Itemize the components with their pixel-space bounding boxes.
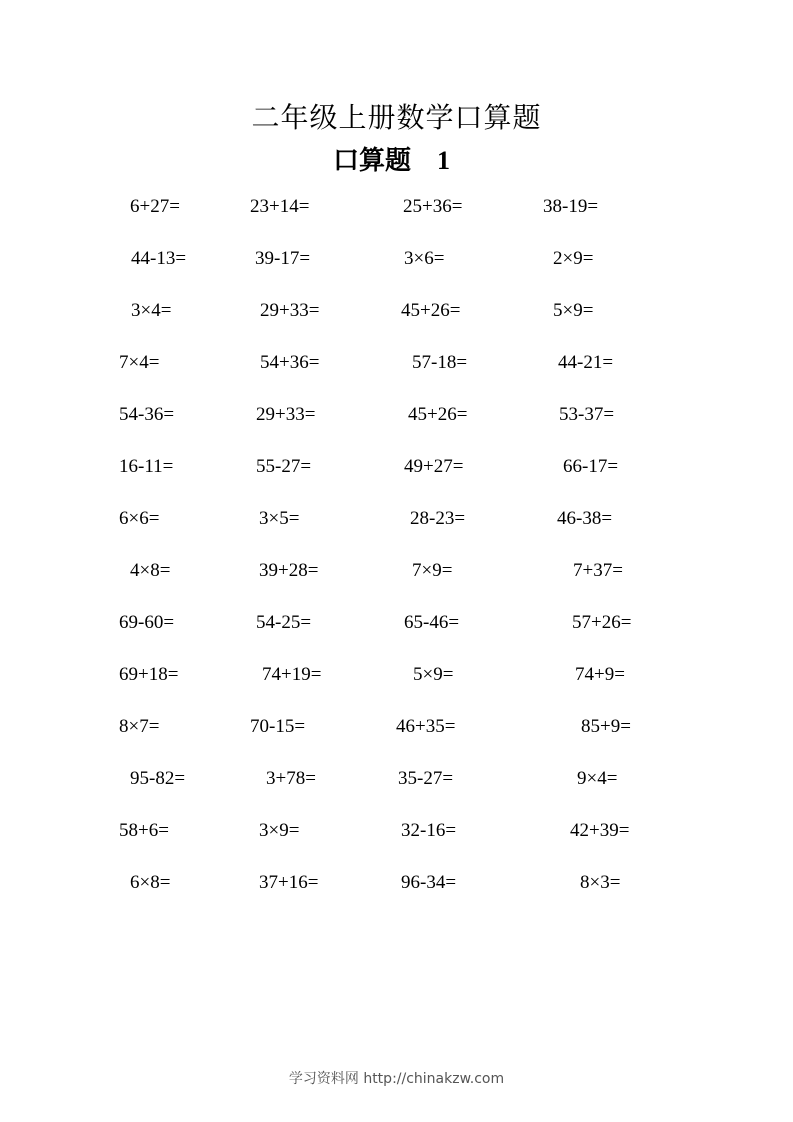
problem-item: 39+28= bbox=[259, 560, 319, 581]
footer-watermark: 学习资料网 http://chinakzw.com bbox=[288, 1071, 505, 1087]
problem-item: 23+14= bbox=[250, 196, 310, 217]
problem-item: 53-37= bbox=[559, 404, 615, 425]
problem-item: 28-23= bbox=[410, 508, 466, 529]
problem-item: 3×9= bbox=[259, 820, 300, 841]
problem-item: 29+33= bbox=[256, 404, 316, 425]
problem-item: 54-36= bbox=[119, 404, 175, 425]
page-title: 二年级上册数学口算题 bbox=[251, 101, 542, 134]
problem-item: 46+35= bbox=[396, 716, 456, 737]
problem-item: 57-18= bbox=[412, 352, 468, 373]
problem-item: 44-13= bbox=[131, 248, 187, 269]
problem-item: 37+16= bbox=[259, 872, 319, 893]
problem-item: 39-17= bbox=[255, 248, 311, 269]
problem-item: 3×5= bbox=[259, 508, 300, 529]
problem-item: 95-82= bbox=[130, 768, 186, 789]
problem-item: 8×7= bbox=[119, 716, 160, 737]
subtitle-text: 口算题 bbox=[333, 146, 412, 176]
problem-item: 6+27= bbox=[130, 196, 180, 217]
problem-item: 7×4= bbox=[119, 352, 160, 373]
problem-item: 45+26= bbox=[408, 404, 468, 425]
problem-item: 35-27= bbox=[398, 768, 454, 789]
problem-item: 85+9= bbox=[581, 716, 631, 737]
problem-item: 3×6= bbox=[404, 248, 445, 269]
problem-item: 6×8= bbox=[130, 872, 171, 893]
problem-item: 5×9= bbox=[553, 300, 594, 321]
problem-item: 74+9= bbox=[575, 664, 625, 685]
problem-item: 65-46= bbox=[404, 612, 460, 633]
subtitle-number: 1 bbox=[437, 146, 451, 175]
problem-item: 38-19= bbox=[543, 196, 599, 217]
problem-item: 44-21= bbox=[558, 352, 614, 373]
problem-item: 5×9= bbox=[413, 664, 454, 685]
problem-item: 3×4= bbox=[131, 300, 172, 321]
problem-item: 54-25= bbox=[256, 612, 312, 633]
problem-item: 58+6= bbox=[119, 820, 169, 841]
problem-item: 66-17= bbox=[563, 456, 619, 477]
problem-item: 54+36= bbox=[260, 352, 320, 373]
problem-item: 45+26= bbox=[401, 300, 461, 321]
problem-item: 16-11= bbox=[119, 456, 174, 477]
problem-item: 69-60= bbox=[119, 612, 175, 633]
problem-item: 4×8= bbox=[130, 560, 171, 581]
problem-item: 2×9= bbox=[553, 248, 594, 269]
problem-item: 96-34= bbox=[401, 872, 457, 893]
problem-item: 55-27= bbox=[256, 456, 312, 477]
problem-item: 69+18= bbox=[119, 664, 179, 685]
problem-item: 32-16= bbox=[401, 820, 457, 841]
problem-item: 29+33= bbox=[260, 300, 320, 321]
problem-item: 7×9= bbox=[412, 560, 453, 581]
problem-item: 3+78= bbox=[266, 768, 316, 789]
problem-item: 70-15= bbox=[250, 716, 306, 737]
problem-item: 57+26= bbox=[572, 612, 632, 633]
problem-item: 74+19= bbox=[262, 664, 322, 685]
problem-item: 42+39= bbox=[570, 820, 630, 841]
problem-item: 8×3= bbox=[580, 872, 621, 893]
problem-item: 6×6= bbox=[119, 508, 160, 529]
problem-item: 9×4= bbox=[577, 768, 618, 789]
problem-item: 49+27= bbox=[404, 456, 464, 477]
problem-item: 7+37= bbox=[573, 560, 623, 581]
problem-item: 25+36= bbox=[403, 196, 463, 217]
problem-item: 46-38= bbox=[557, 508, 613, 529]
